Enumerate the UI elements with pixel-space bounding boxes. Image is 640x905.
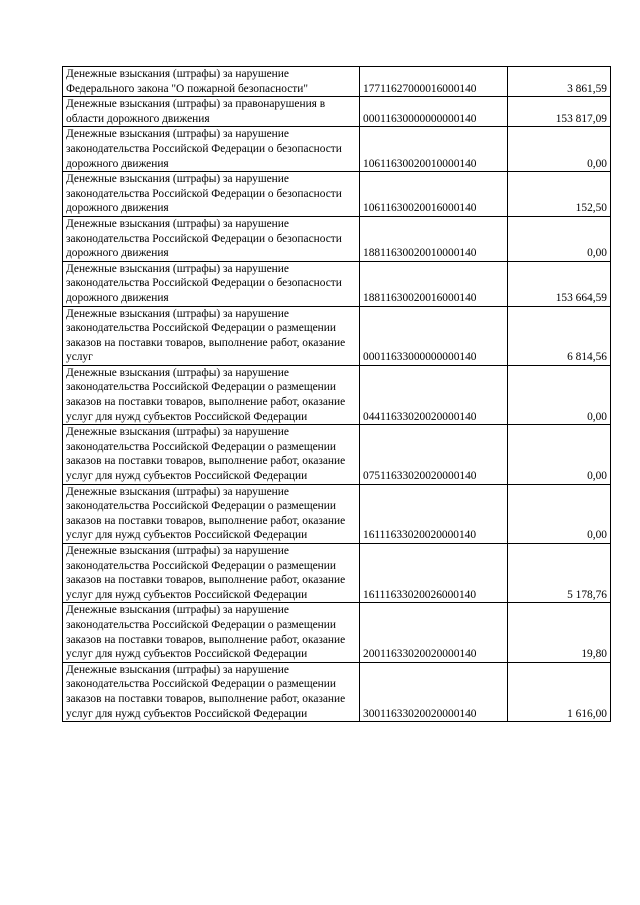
- revenue-name-cell: Денежные взыскания (штрафы) за нарушение законодательства Российской Федерации о безопасности дорожного движения: [63, 261, 360, 306]
- revenue-name-cell: Денежные взыскания (штрафы) за правонарушения в области дорожного движения: [63, 97, 360, 127]
- table-row: [63, 365, 611, 424]
- revenue-name-cell: Денежные взыскания (штрафы) за нарушение законодательства Российской Федерации о безопасности дорожного движения: [63, 172, 360, 217]
- amount-cell: 1 616,00: [508, 662, 611, 721]
- budget-code-cell: 30011633020020000140: [360, 662, 508, 721]
- budget-code-cell: 00011633000000000140: [360, 306, 508, 365]
- table-row: [63, 216, 611, 261]
- table-row: [63, 603, 611, 662]
- table-row: [63, 484, 611, 543]
- table-row: [63, 306, 611, 365]
- budget-code-cell: 00011630000000000140: [360, 97, 508, 127]
- table-row: [63, 97, 611, 127]
- budget-code-cell: 16111633020026000140: [360, 544, 508, 603]
- budget-code-cell: 18811630020016000140: [360, 261, 508, 306]
- amount-cell: 0,00: [508, 365, 611, 424]
- amount-cell: 0,00: [508, 425, 611, 484]
- amount-cell: 0,00: [508, 484, 611, 543]
- revenue-name-cell: Денежные взыскания (штрафы) за нарушение законодательства Российской Федерации о размещении заказов на поставки товаров, выполнение работ, оказание услуг для нужд субъектов Российской Федерации: [63, 544, 360, 603]
- revenue-name-cell: Денежные взыскания (штрафы) за нарушение законодательства Российской Федерации о размещении заказов на поставки товаров, выполнение работ, оказание услуг: [63, 306, 360, 365]
- amount-cell: 153 817,09: [508, 97, 611, 127]
- budget-code-cell: 10611630020016000140: [360, 172, 508, 217]
- amount-cell: 0,00: [508, 127, 611, 172]
- amount-cell: 5 178,76: [508, 544, 611, 603]
- budget-code-cell: 20011633020020000140: [360, 603, 508, 662]
- table-row: [63, 662, 611, 721]
- revenue-name-cell: Денежные взыскания (штрафы) за нарушение законодательства Российской Федерации о размещении заказов на поставки товаров, выполнение работ, оказание услуг для нужд субъектов Российской Федерации: [63, 425, 360, 484]
- amount-cell: 152,50: [508, 172, 611, 217]
- table-row: [63, 544, 611, 603]
- revenue-name-cell: Денежные взыскания (штрафы) за нарушение законодательства Российской Федерации о размещении заказов на поставки товаров, выполнение работ, оказание услуг для нужд субъектов Российской Федерации: [63, 484, 360, 543]
- revenue-table: [62, 66, 611, 722]
- budget-code-cell: 17711627000016000140: [360, 67, 508, 97]
- budget-code-cell: 04411633020020000140: [360, 365, 508, 424]
- amount-cell: 0,00: [508, 216, 611, 261]
- budget-code-cell: 10611630020010000140: [360, 127, 508, 172]
- table-row: [63, 67, 611, 97]
- revenue-name-cell: Денежные взыскания (штрафы) за нарушение законодательства Российской Федерации о безопасности дорожного движения: [63, 216, 360, 261]
- revenue-name-cell: Денежные взыскания (штрафы) за нарушение Федерального закона "О пожарной безопасности": [63, 67, 360, 97]
- amount-cell: 3 861,59: [508, 67, 611, 97]
- revenue-name-cell: Денежные взыскания (штрафы) за нарушение законодательства Российской Федерации о размещении заказов на поставки товаров, выполнение работ, оказание услуг для нужд субъектов Российской Федерации: [63, 662, 360, 721]
- revenue-name-cell: Денежные взыскания (штрафы) за нарушение законодательства Российской Федерации о безопасности дорожного движения: [63, 127, 360, 172]
- revenue-name-cell: Денежные взыскания (штрафы) за нарушение законодательства Российской Федерации о размещении заказов на поставки товаров, выполнение работ, оказание услуг для нужд субъектов Российской Федерации: [63, 603, 360, 662]
- table-row: [63, 261, 611, 306]
- amount-cell: 6 814,56: [508, 306, 611, 365]
- table-row: [63, 172, 611, 217]
- budget-code-cell: 07511633020020000140: [360, 425, 508, 484]
- revenue-name-cell: Денежные взыскания (штрафы) за нарушение законодательства Российской Федерации о размещении заказов на поставки товаров, выполнение работ, оказание услуг для нужд субъектов Российской Федерации: [63, 365, 360, 424]
- budget-code-cell: 16111633020020000140: [360, 484, 508, 543]
- table-row: [63, 127, 611, 172]
- amount-cell: 153 664,59: [508, 261, 611, 306]
- table-row: [63, 425, 611, 484]
- amount-cell: 19,80: [508, 603, 611, 662]
- budget-code-cell: 18811630020010000140: [360, 216, 508, 261]
